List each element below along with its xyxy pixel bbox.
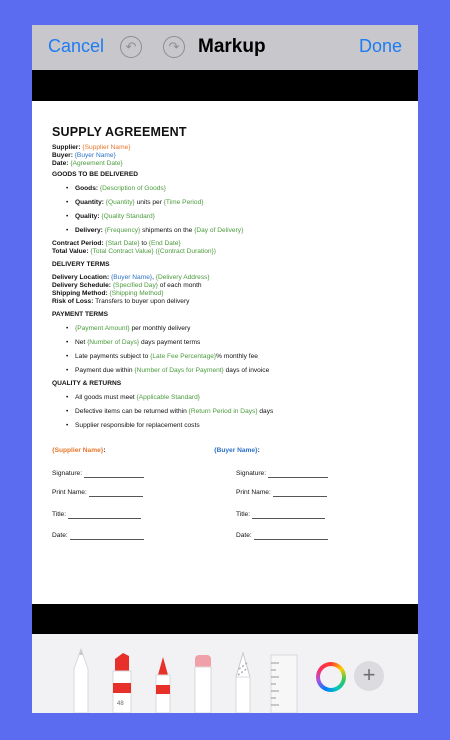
goods-heading: GOODS TO BE DELIVERED bbox=[52, 171, 138, 178]
buyer-title-field[interactable]: Title: bbox=[236, 511, 325, 519]
delivery-schedule-line: Delivery Schedule: {Specified Day} of each month bbox=[52, 282, 202, 289]
marker-size-label: 48 bbox=[117, 701, 124, 707]
payment-net-item: • Net {Number of Days} days payment terms bbox=[75, 339, 200, 347]
ruler-icon[interactable] bbox=[270, 651, 298, 713]
total-value-line: Total Value: {Total Contract Value} ({Contract Duration}) bbox=[52, 248, 216, 255]
buyer-line: Buyer: {Buyer Name} bbox=[52, 152, 116, 159]
supplier-signature-header: {Supplier Name}: bbox=[52, 447, 106, 454]
page-title: Markup bbox=[198, 36, 266, 57]
payment-late-item: • Late payments subject to {Late Fee Percentage}% monthly fee bbox=[75, 353, 258, 361]
markup-screen bbox=[32, 25, 418, 713]
undo-icon[interactable]: ↶ bbox=[120, 36, 142, 58]
add-icon[interactable]: + bbox=[354, 661, 384, 691]
supplier-print-name-field[interactable]: Print Name: bbox=[52, 489, 143, 497]
buyer-signature-field[interactable]: Signature: bbox=[236, 470, 328, 478]
delivery-terms-heading: DELIVERY TERMS bbox=[52, 261, 110, 268]
date-line: Date: {Agreement Date} bbox=[52, 160, 123, 167]
quality-item: • Quality: {Quality Standard} bbox=[75, 213, 155, 221]
markup-navbar bbox=[32, 25, 418, 70]
supplier-date-field[interactable]: Date: bbox=[52, 532, 144, 540]
replacement-item: • Supplier responsible for replacement costs bbox=[75, 422, 200, 430]
markup-toolbar bbox=[32, 634, 418, 713]
supplier-signature-field[interactable]: Signature: bbox=[52, 470, 144, 478]
buyer-signature-header: {Buyer Name}: bbox=[214, 447, 260, 454]
redo-icon[interactable]: ↷ bbox=[163, 36, 185, 58]
goods-item: • Goods: {Description of Goods} bbox=[75, 185, 166, 193]
supplier-title-field[interactable]: Title: bbox=[52, 511, 141, 519]
done-button[interactable]: Done bbox=[358, 36, 402, 56]
buyer-print-name-field[interactable]: Print Name: bbox=[236, 489, 327, 497]
document-page[interactable] bbox=[32, 101, 418, 604]
color-picker-icon[interactable] bbox=[316, 662, 346, 692]
document-title: SUPPLY AGREEMENT bbox=[52, 125, 187, 139]
defective-item: • Defective items can be returned within {Return Period in Days} days bbox=[75, 408, 273, 416]
bottom-letterbox bbox=[32, 604, 418, 634]
payment-amount-item: • {Payment Amount} per monthly delivery bbox=[75, 325, 190, 333]
delivery-item: • Delivery: {Frequency} shipments on the {Day of Delivery} bbox=[75, 227, 243, 235]
contract-period-line: Contract Period: {Start Date} to {End Date} bbox=[52, 240, 181, 247]
delivery-location-line: Delivery Location: {Buyer Name}, {Delivery Address} bbox=[52, 274, 210, 281]
risk-line: Risk of Loss: Transfers to buyer upon delivery bbox=[52, 298, 190, 305]
pencil-icon[interactable] bbox=[152, 655, 174, 713]
shipping-method-line: Shipping Method: {Shipping Method} bbox=[52, 290, 164, 297]
payment-due-item: • Payment due within {Number of Days for Payment} days of invoice bbox=[75, 367, 269, 375]
quantity-item: • Quantity: {Quantity} units per {Time Period} bbox=[75, 199, 203, 207]
buyer-date-field[interactable]: Date: bbox=[236, 532, 328, 540]
eraser-icon[interactable] bbox=[193, 653, 213, 713]
quality-returns-heading: QUALITY & RETURNS bbox=[52, 380, 122, 387]
supplier-line: Supplier: {Supplier Name} bbox=[52, 144, 131, 151]
payment-terms-heading: PAYMENT TERMS bbox=[52, 311, 109, 318]
pen-icon[interactable] bbox=[71, 647, 91, 713]
lasso-icon[interactable] bbox=[232, 651, 254, 713]
quality-standard-item: • All goods must meet {Applicable Standard} bbox=[75, 394, 200, 402]
top-letterbox bbox=[32, 70, 418, 101]
cancel-button[interactable]: Cancel bbox=[48, 36, 105, 56]
